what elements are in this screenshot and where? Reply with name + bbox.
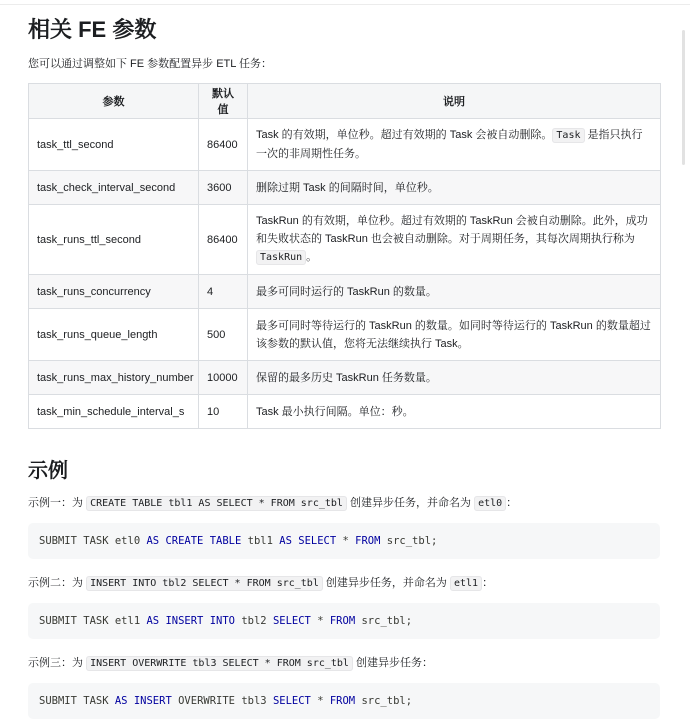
code-block[interactable] [28,523,660,559]
param-name: task_runs_concurrency [29,275,199,309]
code-keyword: AS [279,535,292,547]
label-text: 示例一：为 [28,497,87,509]
inline-code: INSERT OVERWRITE tbl3 SELECT * FROM src_tbl [86,656,353,671]
param-name: task_runs_ttl_second [29,205,199,275]
code-block[interactable] [28,683,660,719]
examples-title: 示例 [28,460,68,482]
header-default: 默认值 [199,84,248,119]
code-keyword: AS [114,695,128,707]
inline-code: etl1 [450,576,482,591]
top-divider [0,4,690,5]
description-text: Task 的有效期，单位秒。超过有效期的 Task 会被自动删除。 [256,129,553,141]
description-text: 保留的最多历史 TaskRun 任务数量。 [256,371,437,384]
table-row [29,361,661,395]
table-row [29,275,661,309]
inline-code: INSERT INTO tbl2 SELECT * FROM src_tbl [86,576,323,591]
label-text: 创建异步任务： [352,657,434,669]
code-keyword: SELECT [298,535,337,547]
label-text: 创建异步任务，并命名为 [346,497,475,509]
example-label [28,574,493,590]
example-label [28,494,517,510]
param-default: 4 [199,275,248,309]
code-keyword: AS [146,535,160,547]
param-description [248,361,661,395]
description-text: 最多可同时运行的 TaskRun 的数量。 [256,285,437,298]
param-default: 86400 [199,119,248,171]
code-keyword: INTO [209,615,236,627]
param-default: 500 [199,309,248,361]
scrollbar[interactable] [682,30,685,165]
header-param: 参数 [29,84,199,119]
param-name: task_ttl_second [29,119,199,171]
code-token: OVERWRITE tbl3 [171,695,273,707]
code-token: SUBMIT TASK [39,695,115,707]
code-keyword: FROM [355,535,381,547]
code-keyword: FROM [329,695,356,707]
inline-code: etl0 [474,496,506,511]
header-desc: 说明 [248,84,661,119]
code-keyword: TABLE [209,535,242,547]
inline-code: Task [552,128,584,143]
table-row [29,119,661,171]
label-text: 创建异步任务，并命名为 [322,577,450,589]
code-token: * [310,615,330,627]
description-text: 。 [306,251,318,263]
example-label [28,654,433,670]
param-name: task_min_schedule_interval_s [29,395,199,429]
table-row [29,395,661,429]
code-token: src_tbl; [355,695,413,707]
code-keyword: INSERT [133,695,172,707]
code-keyword: SELECT [272,615,311,627]
label-text: ： [482,577,494,589]
param-description [248,309,661,361]
description-text: 是指只执行一次的非周期性任务。 [256,129,643,160]
param-description [248,275,661,309]
label-text: ： [506,497,518,509]
table-row [29,171,661,205]
intro-text: 您可以通过调整如下 FE 参数配置异步 ETL 任务： [28,58,273,70]
description-text: 最多可同时等待运行的 TaskRun 的数量。如同时等待运行的 TaskRun 的数量超过该参数的默认值，您将无法继续执行 Task。 [256,319,651,350]
table-row [29,205,661,275]
code-keyword: INSERT [165,615,204,627]
code-token: SUBMIT TASK etl0 [39,535,147,547]
param-default: 86400 [199,205,248,275]
code-token: tbl1 [241,535,280,547]
param-default: 10000 [199,361,248,395]
param-description [248,119,661,171]
inline-code: TaskRun [256,250,306,265]
param-description [248,205,661,275]
fe-params-table [28,83,661,429]
inline-code: CREATE TABLE tbl1 AS SELECT * FROM src_tbl [86,496,347,511]
param-description [248,395,661,429]
code-token: src_tbl; [355,615,413,627]
description-text: Task 最小执行间隔。单位：秒。 [256,405,414,418]
label-text: 示例三：为 [28,657,87,669]
table-row [29,309,661,361]
description-text: 删除过期 Task 的间隔时间，单位秒。 [256,181,439,194]
code-keyword: FROM [329,615,356,627]
code-token: tbl2 [235,615,273,627]
code-token: SUBMIT TASK etl1 [39,615,147,627]
code-token: * [336,535,356,547]
label-text: 示例二：为 [28,577,87,589]
code-block[interactable] [28,603,660,639]
param-name: task_check_interval_second [29,171,199,205]
code-keyword: AS [146,615,160,627]
code-keyword: CREATE [165,535,204,547]
code-token: * [310,695,330,707]
table-header-row [29,84,661,119]
param-default: 10 [199,395,248,429]
code-keyword: SELECT [272,695,311,707]
section-title: 相关 FE 参数 [28,17,157,42]
param-name: task_runs_max_history_number [29,361,199,395]
description-text: TaskRun 的有效期，单位秒。超过有效期的 TaskRun 会被自动删除。此外，成功和失败状态的 TaskRun 也会被自动删除。对于周期任务，其每次周期执行称为 [256,215,648,245]
code-token: src_tbl; [380,535,438,547]
param-name: task_runs_queue_length [29,309,199,361]
param-description [248,171,661,205]
param-default: 3600 [199,171,248,205]
